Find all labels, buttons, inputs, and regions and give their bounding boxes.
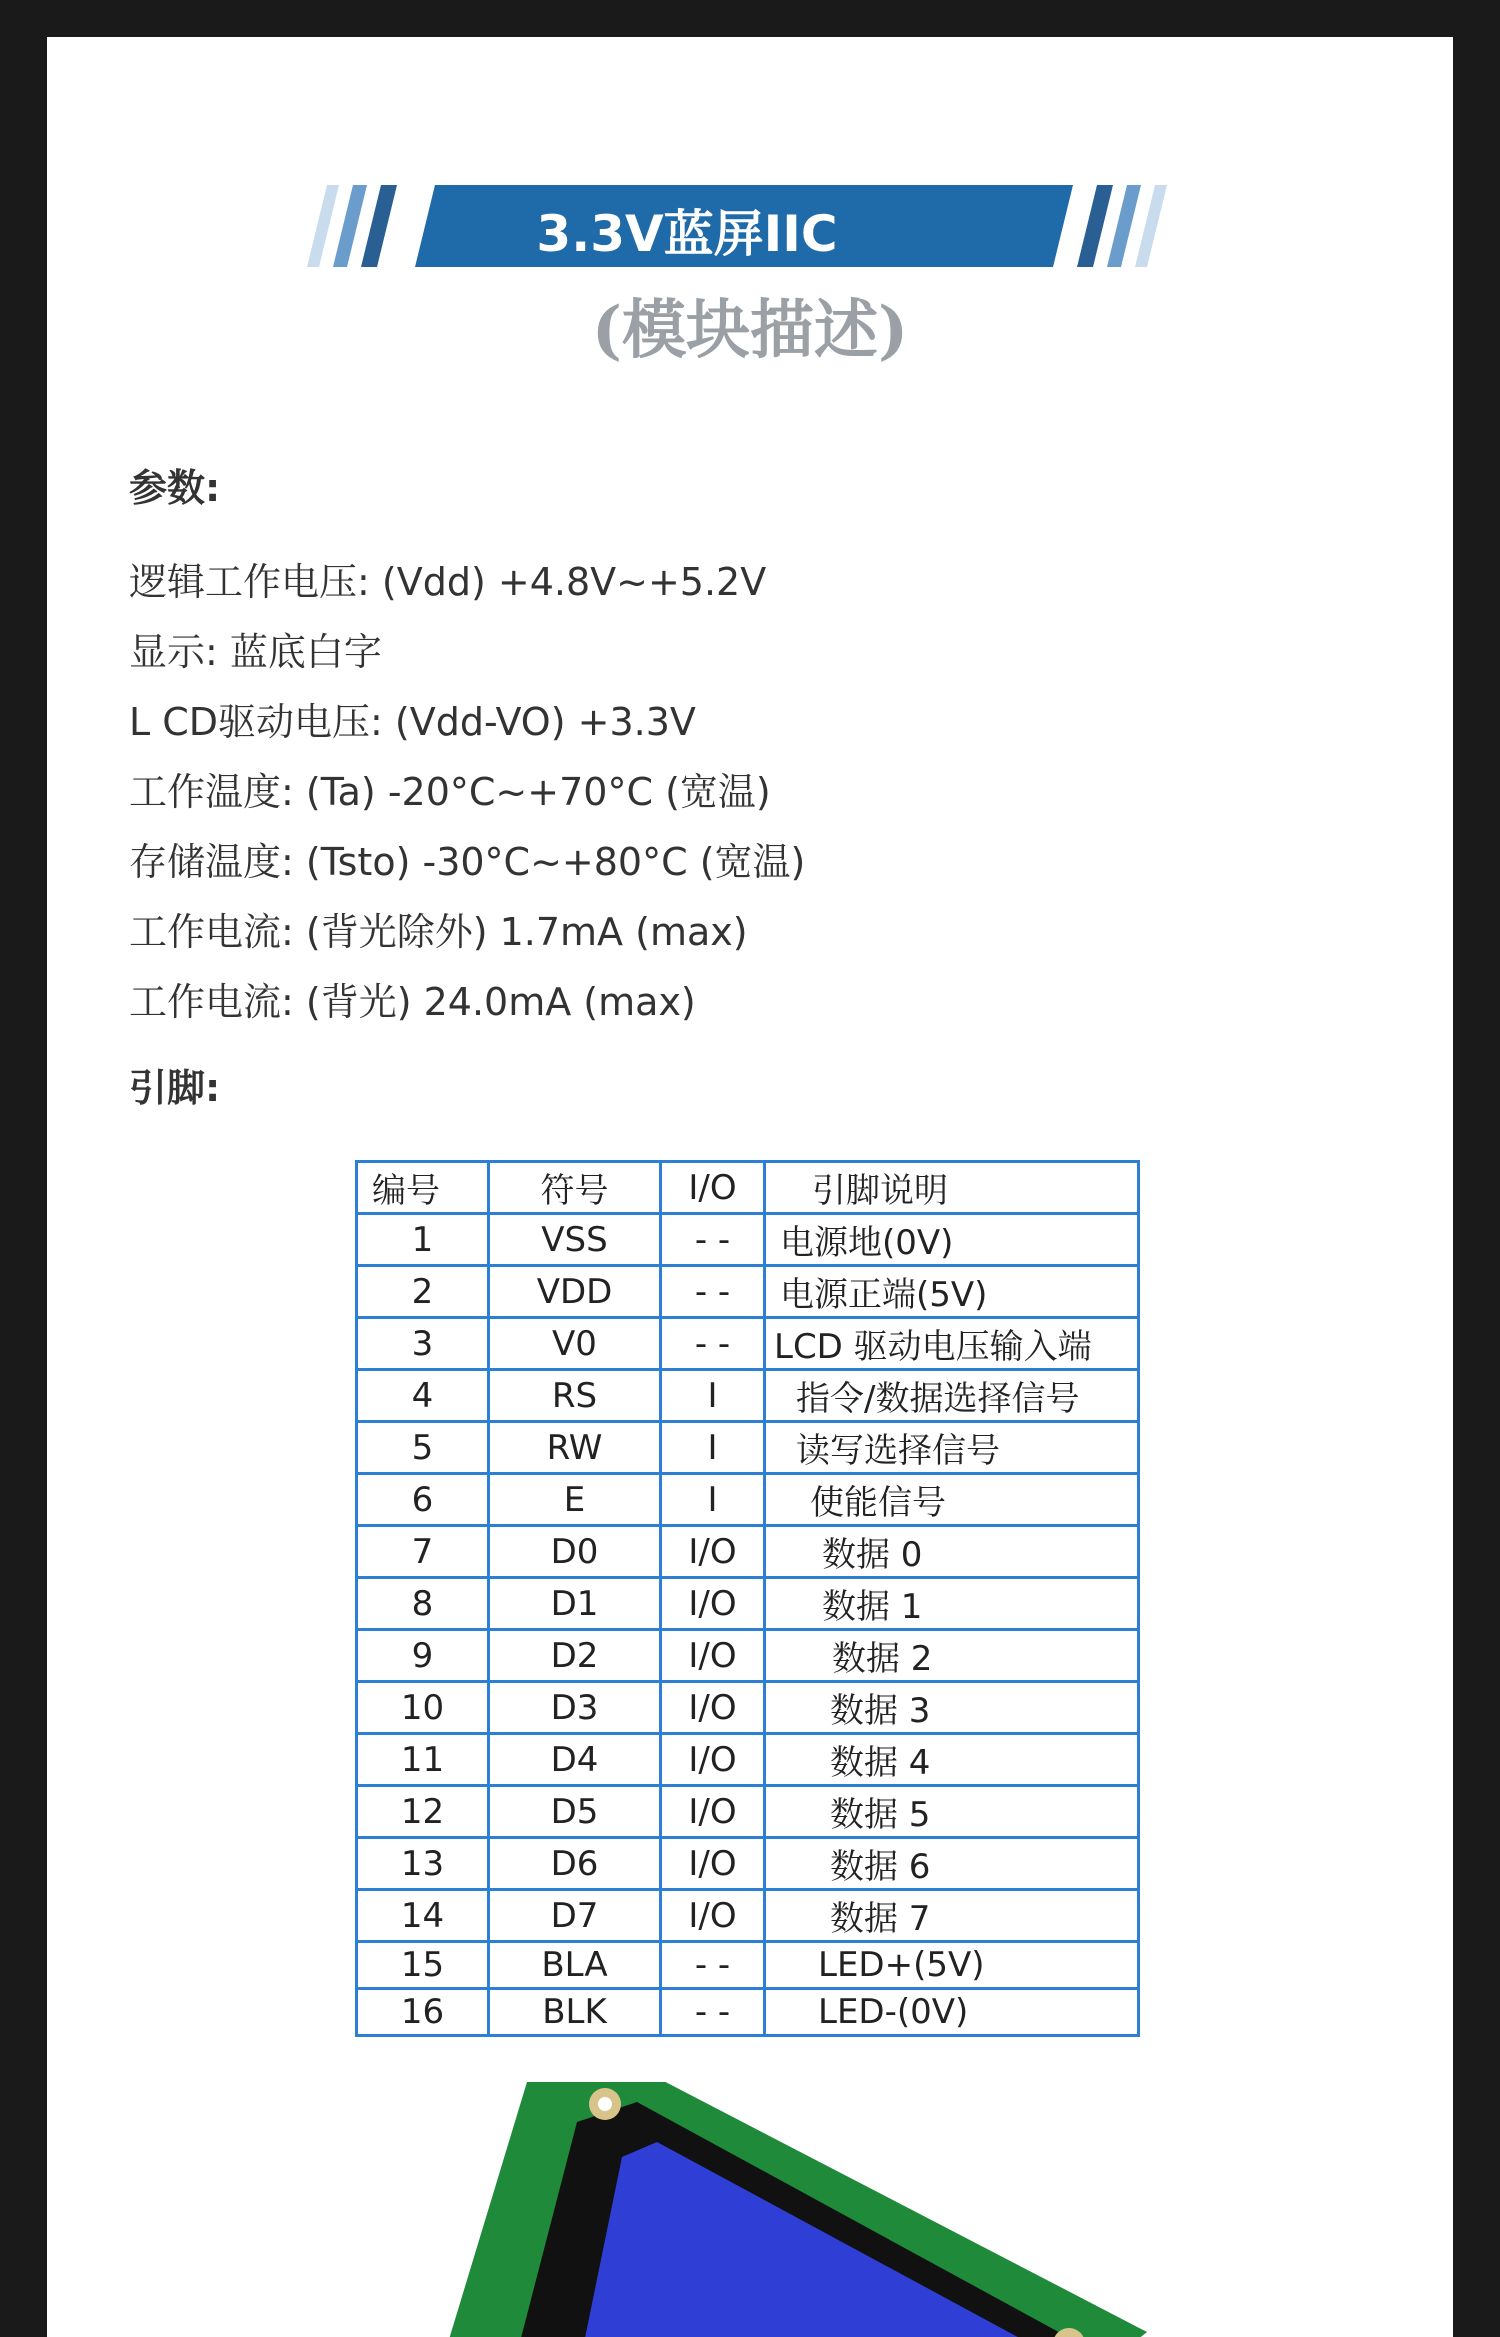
pin-symbol: VDD — [489, 1266, 661, 1318]
pin-number: 14 — [357, 1890, 489, 1942]
pin-io: I — [661, 1370, 765, 1422]
header-symbol: 符号 — [489, 1162, 661, 1214]
pin-io: - - — [661, 1266, 765, 1318]
pin-number: 1 — [357, 1214, 489, 1266]
table-row — [357, 1630, 1139, 1682]
header-number: 编号 — [357, 1162, 489, 1214]
pin-io: I/O — [661, 1786, 765, 1838]
pin-symbol: D6 — [489, 1838, 661, 1890]
table-row — [357, 1578, 1139, 1630]
table-header-row — [357, 1162, 1139, 1214]
pin-symbol: D3 — [489, 1682, 661, 1734]
pin-number: 11 — [357, 1734, 489, 1786]
pin-description: 指令/数据选择信号 — [765, 1370, 1139, 1422]
pin-io: I/O — [661, 1890, 765, 1942]
pin-symbol: D5 — [489, 1786, 661, 1838]
table-row — [357, 1838, 1139, 1890]
table-row — [357, 1370, 1139, 1422]
table-row — [357, 1989, 1139, 2036]
pin-number: 4 — [357, 1370, 489, 1422]
pin-io: I/O — [661, 1734, 765, 1786]
param-item: 工作电流: (背光除外) 1.7mA (max) — [129, 910, 748, 954]
table-row — [357, 1786, 1139, 1838]
product-detail-page — [47, 37, 1453, 2337]
pin-io: - - — [661, 1318, 765, 1370]
pin-io: I/O — [661, 1682, 765, 1734]
pin-io: I — [661, 1474, 765, 1526]
pin-number: 6 — [357, 1474, 489, 1526]
pin-number: 8 — [357, 1578, 489, 1630]
table-row — [357, 1214, 1139, 1266]
pin-number: 12 — [357, 1786, 489, 1838]
header-io: I/O — [661, 1162, 765, 1214]
pin-symbol: BLA — [489, 1942, 661, 1989]
title-banner — [47, 37, 1453, 277]
table-row — [357, 1526, 1139, 1578]
table-row — [357, 1682, 1139, 1734]
pin-symbol: D2 — [489, 1630, 661, 1682]
stripe-left-1 — [307, 185, 339, 267]
pin-symbol: D4 — [489, 1734, 661, 1786]
pin-symbol: D1 — [489, 1578, 661, 1630]
param-item: 存储温度: (Tsto) -30°C~+80°C (宽温) — [129, 840, 806, 884]
pin-number: 9 — [357, 1630, 489, 1682]
pin-io: - - — [661, 1989, 765, 2036]
pin-description: 数据 7 — [765, 1890, 1139, 1942]
pin-description: 数据 0 — [765, 1526, 1139, 1578]
pin-table — [355, 1160, 1140, 2037]
params-heading: 参数: — [129, 466, 221, 510]
pin-symbol: D7 — [489, 1890, 661, 1942]
pin-symbol: E — [489, 1474, 661, 1526]
table-row — [357, 1422, 1139, 1474]
pin-symbol: V0 — [489, 1318, 661, 1370]
pin-io: I/O — [661, 1526, 765, 1578]
stripe-right-2 — [1107, 185, 1141, 267]
mounting-hole-top-inner — [598, 2097, 612, 2111]
pin-description: LED-(0V) — [765, 1989, 1139, 2036]
header-description: 引脚说明 — [765, 1162, 1139, 1214]
pin-description: 数据 1 — [765, 1578, 1139, 1630]
pin-description: 使能信号 — [765, 1474, 1139, 1526]
pin-symbol: BLK — [489, 1989, 661, 2036]
pin-symbol: VSS — [489, 1214, 661, 1266]
pin-description: LED+(5V) — [765, 1942, 1139, 1989]
pin-symbol: RS — [489, 1370, 661, 1422]
param-item: 工作电流: (背光) 24.0mA (max) — [129, 980, 696, 1024]
pin-number: 16 — [357, 1989, 489, 2036]
pin-description: 电源正端(5V) — [765, 1266, 1139, 1318]
param-item: L CD驱动电压: (Vdd-VO) +3.3V — [129, 700, 696, 744]
pin-io: I — [661, 1422, 765, 1474]
table-row — [357, 1266, 1139, 1318]
pin-description: 数据 5 — [765, 1786, 1139, 1838]
lcd-module-photo-icon — [427, 2082, 1147, 2337]
table-row — [357, 1474, 1139, 1526]
pin-description: 数据 4 — [765, 1734, 1139, 1786]
pin-description: 读写选择信号 — [765, 1422, 1139, 1474]
pin-io: - - — [661, 1942, 765, 1989]
pin-description: 数据 2 — [765, 1630, 1139, 1682]
pin-description: 电源地(0V) — [765, 1214, 1139, 1266]
pin-io: I/O — [661, 1838, 765, 1890]
pins-heading: 引脚: — [129, 1066, 221, 1110]
params-list — [129, 547, 805, 1037]
pin-io: - - — [661, 1214, 765, 1266]
pin-number: 7 — [357, 1526, 489, 1578]
pin-number: 5 — [357, 1422, 489, 1474]
pin-description: 数据 6 — [765, 1838, 1139, 1890]
pin-symbol: D0 — [489, 1526, 661, 1578]
stripe-right-3 — [1135, 185, 1167, 267]
pin-symbol: RW — [489, 1422, 661, 1474]
page-subtitle: (模块描述) — [591, 293, 909, 368]
pin-description: LCD 驱动电压输入端 — [765, 1318, 1139, 1370]
param-item: 逻辑工作电压: (Vdd) +4.8V~+5.2V — [129, 560, 767, 604]
pin-number: 10 — [357, 1682, 489, 1734]
param-item: 工作温度: (Ta) -20°C~+70°C (宽温) — [129, 770, 771, 814]
stripe-left-2 — [333, 185, 367, 267]
pin-io: I/O — [661, 1578, 765, 1630]
pin-number: 13 — [357, 1838, 489, 1890]
pin-io: I/O — [661, 1630, 765, 1682]
table-row — [357, 1890, 1139, 1942]
pin-number: 3 — [357, 1318, 489, 1370]
pin-number: 15 — [357, 1942, 489, 1989]
stripe-left-3 — [361, 185, 397, 267]
pin-description: 数据 3 — [765, 1682, 1139, 1734]
stripe-right-1 — [1077, 185, 1113, 267]
pin-number: 2 — [357, 1266, 489, 1318]
page-title: 3.3V蓝屏IIC — [536, 205, 838, 263]
table-row — [357, 1942, 1139, 1989]
param-item: 显示: 蓝底白字 — [129, 630, 382, 674]
table-row — [357, 1318, 1139, 1370]
table-row — [357, 1734, 1139, 1786]
